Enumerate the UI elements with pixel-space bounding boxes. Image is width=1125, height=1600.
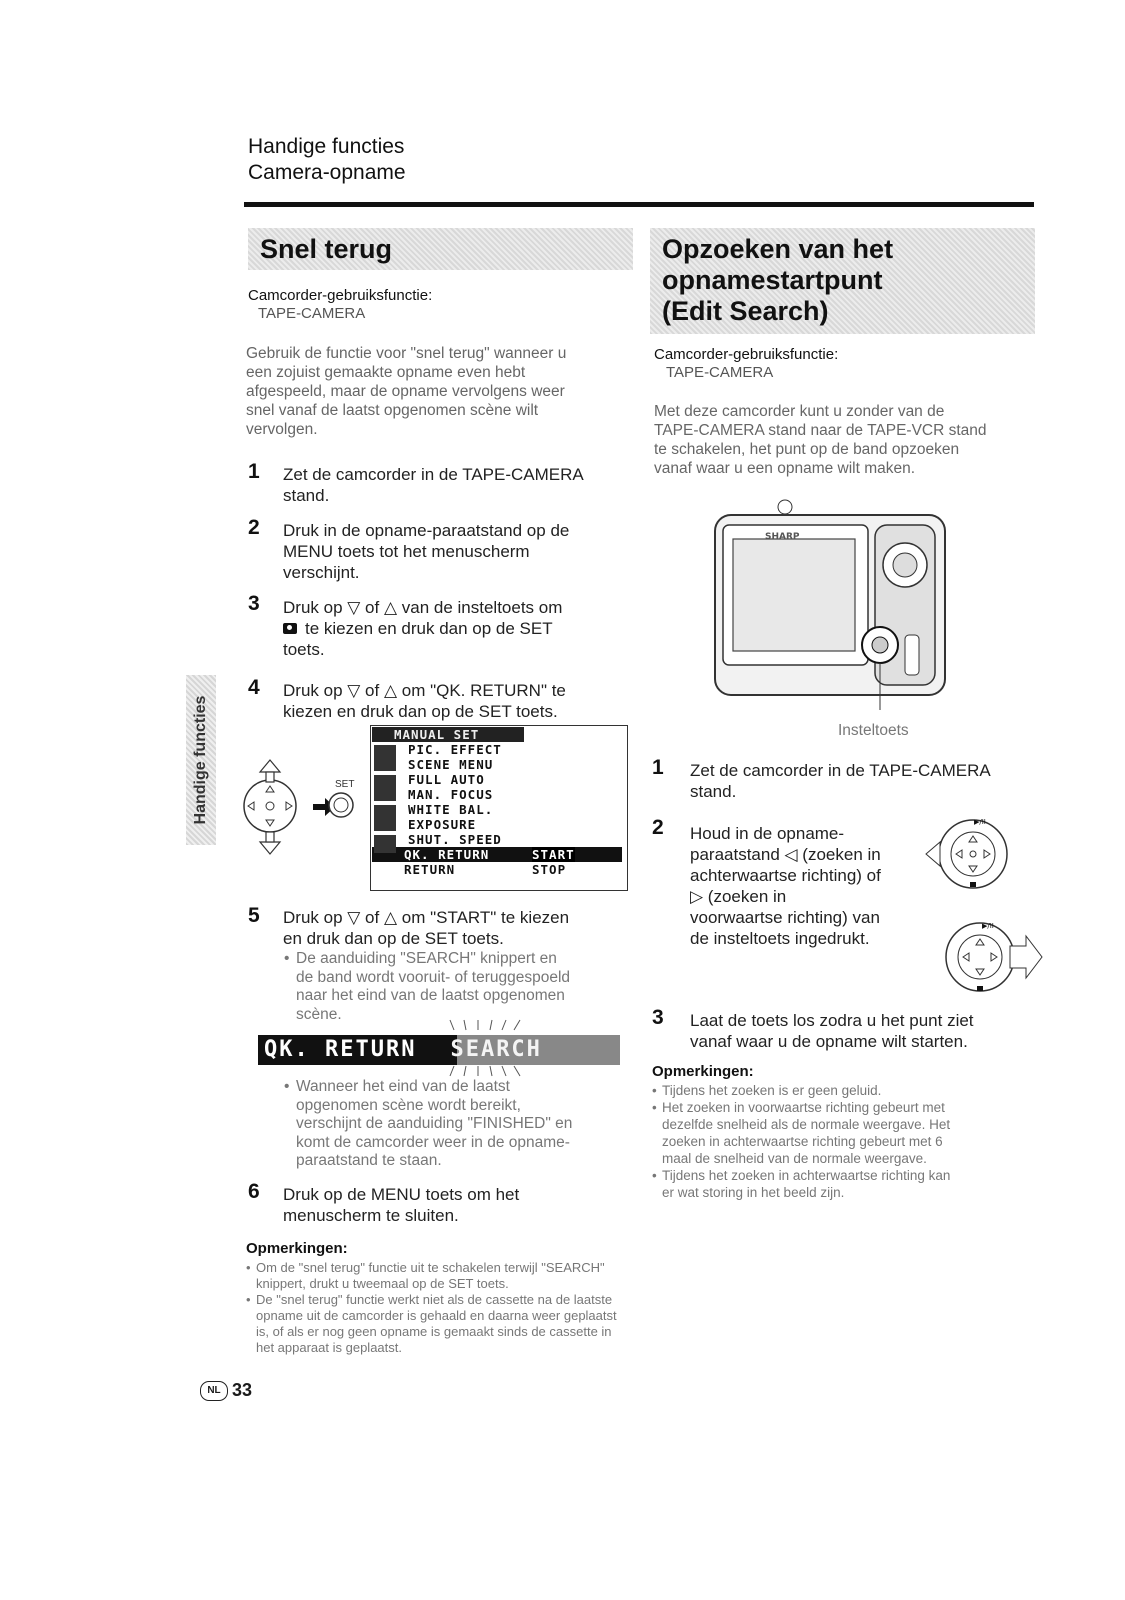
- step-text: [690, 823, 920, 949]
- camera-icon: [283, 623, 297, 634]
- left-notes: [246, 1260, 631, 1356]
- note-line: er wat storing in het beeld zijn.: [662, 1185, 845, 1200]
- bullet-dot: •: [652, 1083, 657, 1098]
- step5-bullet2: [284, 1078, 629, 1171]
- step5-bullet1: [284, 950, 629, 1024]
- bullet-dot: •: [284, 1078, 290, 1095]
- side-tab-label: Handige functies: [192, 695, 209, 825]
- menu-list: [372, 727, 622, 877]
- menu-start-label: START: [532, 847, 575, 862]
- note-line: knippert, drukt u tweemaal op de SET toets.: [256, 1276, 509, 1291]
- bullet-dot: •: [246, 1260, 251, 1275]
- menu-item: SHUT. SPEED: [408, 832, 502, 847]
- menu-stop-label: STOP: [532, 862, 567, 877]
- step-text: [690, 1010, 1035, 1052]
- menu-item: PIC. EFFECT: [408, 742, 502, 757]
- menu-category-icon: [374, 805, 396, 831]
- bullet-dot: •: [246, 1292, 251, 1307]
- step-number: 2: [248, 516, 260, 539]
- note-line: Tijdens het zoeken in achterwaartse richting kan: [662, 1168, 951, 1183]
- bullet-dot: •: [284, 950, 290, 967]
- menu-item: MAN. FOCUS: [408, 787, 494, 802]
- bullet-line: scène.: [296, 1005, 342, 1023]
- bullet-line: verschijnt de aanduiding "FINISHED" en: [296, 1115, 573, 1132]
- note-line: De "snel terug" functie werkt niet als de cassette na de laatste: [256, 1292, 613, 1307]
- step-line: menuscherm te sluiten.: [283, 1206, 459, 1225]
- step-line: stand.: [690, 782, 737, 801]
- step-number: 2: [652, 816, 664, 839]
- right-mode-value: TAPE-CAMERA: [666, 364, 774, 381]
- page-number: 33: [232, 1380, 253, 1400]
- left-intro-line: snel vanaf de laatst opgenomen scène wilt: [246, 402, 539, 419]
- right-mode-label: Camcorder-gebruiksfunctie:: [654, 346, 839, 363]
- menu-item: FULL AUTO: [408, 772, 485, 787]
- section-title-line: Opzoeken van het: [662, 234, 894, 264]
- set-label: SET: [335, 779, 355, 790]
- note-row: [246, 1292, 631, 1308]
- step-line: verschijnt.: [283, 563, 360, 582]
- step-text: [283, 907, 628, 949]
- right-notes: [652, 1082, 1042, 1201]
- step-line: Druk op ▽ of △ van de insteltoets om: [283, 598, 563, 617]
- bullet-line: paraatstand te staan.: [296, 1152, 442, 1169]
- bullet-row: [284, 950, 629, 969]
- step-number: 3: [248, 592, 260, 615]
- step-number: 1: [248, 460, 260, 483]
- step-line: Druk op ▽ of △ om "QK. RETURN" te: [283, 681, 566, 700]
- step-line: paraatstand ◁ (zoeken in: [690, 845, 881, 864]
- step-line: ▷ (zoeken in: [690, 887, 787, 906]
- left-mode-label: Camcorder-gebruiksfunctie:: [248, 287, 433, 304]
- step-text: [283, 680, 628, 722]
- note-line: Om de "snel terug" functie uit te schakelen terwijl "SEARCH": [256, 1260, 605, 1275]
- menu-qk-return-label: QK. RETURN: [404, 847, 490, 862]
- bullet-dot: •: [652, 1168, 657, 1183]
- note-line: Het zoeken in voorwaartse richting gebeurt met: [662, 1100, 945, 1115]
- page-footer: [200, 1380, 252, 1401]
- step-line: stand.: [283, 486, 330, 505]
- step-line: toets.: [283, 640, 325, 659]
- step-number: 1: [652, 756, 664, 779]
- note-line: opname uit de camcorder is gehaald en daarna weer geplaatst: [256, 1308, 617, 1323]
- left-notes-title: Opmerkingen:: [246, 1240, 348, 1257]
- note-line: dezelfde snelheid als de normale weergave. Het: [662, 1117, 951, 1132]
- dial-forward-icon: [930, 912, 1045, 1002]
- ok-bar-qk-return: QK. RETURN: [264, 1037, 417, 1062]
- section-title-snel-terug: Snel terug: [248, 228, 633, 270]
- step-line: Druk op de MENU toets om het: [283, 1185, 520, 1204]
- step-number: 4: [248, 676, 260, 699]
- set-button-icon: [326, 790, 356, 820]
- step-line: de insteltoets ingedrukt.: [690, 929, 870, 948]
- joystick-icon: [240, 758, 310, 858]
- bullet-dot: •: [652, 1100, 657, 1115]
- camcorder-illustration: [705, 495, 965, 710]
- header-title-line1: Handige functies: [248, 135, 405, 158]
- step-line: achterwaartse richting) of: [690, 866, 881, 885]
- left-intro-line: een zojuist gemaakte opname even hebt: [246, 364, 526, 381]
- step-line: Druk op ▽ of △ om "START" te kiezen: [283, 908, 570, 927]
- step-line-with-icon: [283, 618, 628, 639]
- right-intro-line: TAPE-CAMERA stand naar de TAPE-VCR stand: [654, 422, 987, 439]
- menu-header: MANUAL SET: [372, 727, 524, 742]
- menu-item: EXPOSURE: [408, 817, 477, 832]
- left-intro-line: afgespeeld, maar de opname vervolgens weer: [246, 383, 565, 400]
- menu-category-icon: [374, 775, 396, 801]
- ok-bar-search: SEARCH: [450, 1037, 542, 1062]
- header-title-line2: Camera-opname: [248, 161, 406, 184]
- header-rule: [244, 202, 1034, 207]
- bullet-line: komt de camcorder weer in de opname-: [296, 1133, 570, 1151]
- step-line: Zet de camcorder in de TAPE-CAMERA: [690, 761, 991, 780]
- step-line: voorwaartse richting) van: [690, 908, 880, 927]
- brand-logo-text: SHARP: [765, 532, 800, 542]
- step-line: te kiezen en druk dan op de SET: [305, 619, 553, 638]
- menu-category-icon: [374, 835, 396, 853]
- note-line: is, of als er nog geen opname is gemaakt sinds de cassette in: [256, 1324, 612, 1339]
- right-intro-line: te schakelen, het punt op de band opzoeken: [654, 441, 960, 458]
- right-intro-line: Met deze camcorder kunt u zonder van de: [654, 403, 945, 420]
- bullet-line: Wanneer het eind van de laatst: [296, 1078, 510, 1095]
- side-tab: [186, 675, 216, 845]
- menu-item-return: [372, 862, 622, 877]
- right-notes-title: Opmerkingen:: [652, 1063, 754, 1080]
- note-line: het apparaat is geplaatst.: [256, 1340, 402, 1355]
- right-intro: [654, 402, 1039, 478]
- header-title: [248, 134, 406, 186]
- step-text: [283, 597, 628, 660]
- bullet-row: [284, 1078, 629, 1097]
- left-intro-line: vervolgen.: [246, 421, 318, 438]
- step-number: 3: [652, 1006, 664, 1029]
- step-number: 5: [248, 904, 260, 927]
- step-text: [283, 1184, 628, 1226]
- step-line: Laat de toets los zodra u het punt ziet: [690, 1011, 974, 1030]
- step-line: Zet de camcorder in de TAPE-CAMERA: [283, 465, 584, 484]
- language-badge: [200, 1381, 228, 1401]
- step-line: kiezen en druk dan op de SET toets.: [283, 702, 558, 721]
- left-mode-value: TAPE-CAMERA: [258, 305, 366, 322]
- bullet-line: De aanduiding "SEARCH" knippert en: [296, 950, 557, 967]
- language-code: NL: [207, 1384, 221, 1396]
- menu-category-icon: [374, 745, 396, 771]
- step-line: vanaf waar u de opname wilt starten.: [690, 1032, 968, 1051]
- note-row: [652, 1082, 1042, 1099]
- step-line: en druk dan op de SET toets.: [283, 929, 504, 948]
- play-label: ▶/II: [982, 922, 994, 930]
- menu-item-qk-return: [372, 847, 622, 862]
- note-row: [652, 1099, 1042, 1116]
- left-intro: [246, 344, 636, 439]
- step-line: Houd in de opname-: [690, 824, 845, 843]
- step-line: MENU toets tot het menuscherm: [283, 542, 530, 561]
- menu-item: WHITE BAL.: [408, 802, 494, 817]
- step-line: Druk in de opname-paraatstand op de: [283, 521, 570, 540]
- step-text: [690, 760, 1035, 802]
- section-title-line: opnamestartpunt: [662, 265, 883, 295]
- play-label: ▶/II: [974, 818, 986, 826]
- section-title-edit-search: [650, 228, 1035, 334]
- note-line: zoeken in achterwaartse richting gebeurt met 6: [662, 1134, 943, 1149]
- dial-reverse-icon: [918, 812, 1028, 896]
- menu-return-label: RETURN: [404, 862, 456, 877]
- bullet-line: opgenomen scène wordt bereikt,: [296, 1096, 521, 1114]
- bullet-line: naar het eind van de laatst opgenomen: [296, 987, 565, 1004]
- step-number: 6: [248, 1180, 260, 1203]
- note-row: [652, 1167, 1042, 1184]
- note-line: Tijdens het zoeken is er geen geluid.: [662, 1083, 882, 1098]
- qk-return-search-display: [258, 1035, 620, 1065]
- bullet-line: de band wordt vooruit- of teruggespoeld: [296, 968, 571, 986]
- step-text: [283, 464, 628, 506]
- note-line: maal de snelheid van de normale weergave.: [662, 1151, 927, 1166]
- note-row: [246, 1260, 631, 1276]
- left-intro-line: Gebruik de functie voor "snel terug" wanneer u: [246, 345, 567, 362]
- step-text: [283, 520, 628, 583]
- right-intro-line: vanaf waar u een opname wilt maken.: [654, 460, 916, 477]
- section-title-line: (Edit Search): [662, 296, 829, 326]
- insteltoets-caption: Insteltoets: [838, 722, 909, 739]
- menu-item: SCENE MENU: [408, 757, 494, 772]
